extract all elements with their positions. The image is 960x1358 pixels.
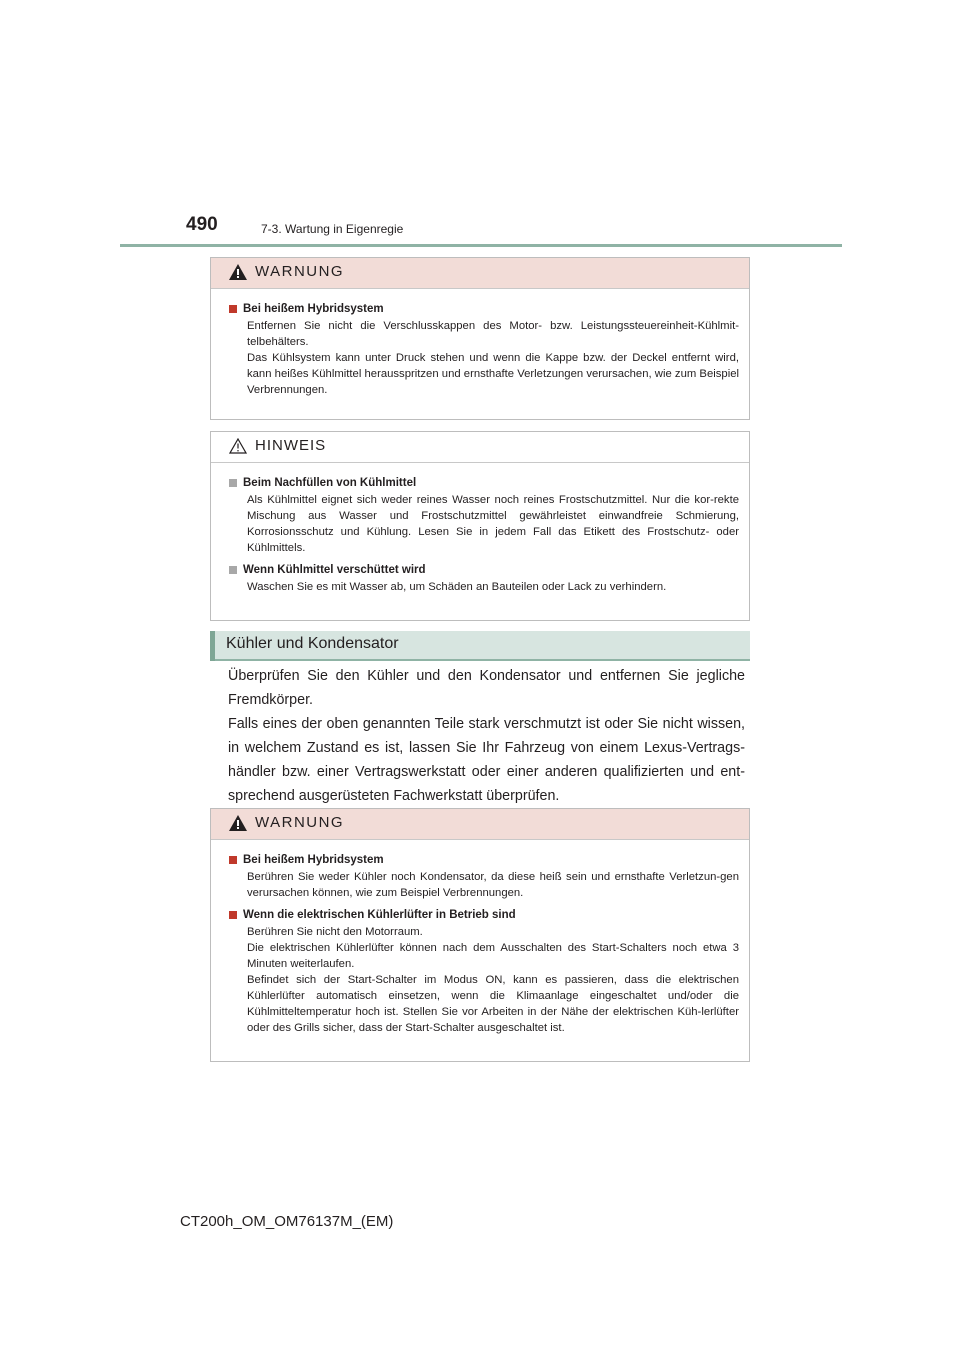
body-paragraph: Falls eines der oben genannten Teile stark verschmutzt ist oder Sie nicht wissen, in welchem Zustand es ist, lassen Sie Ihr Fahrzeug von einem Lexus-Vertrags-händler bzw. einer Vertragswerkstatt oder einer anderen qualifizierten und ent-sprechend ausgerüsteten Fachwerkstatt überprüfen. (228, 716, 745, 804)
section-body (228, 664, 745, 808)
square-bullet-icon (229, 305, 237, 313)
header-rule (120, 244, 842, 247)
warning-item-text: Entfernen Sie nicht die Verschlusskappen des Motor- bzw. Leistungssteuereinheit-Kühlmit-telbehälters. Das Kühlsystem kann unter Druck stehen und wenn die Kappe bzw. der Deckel entfernt wird, kann heißes Kühlmittel herausspritzen und ernsthafte Verletzungen verursachen, wie zum Beispiel Verbrennungen. (247, 320, 739, 396)
warning-item-title: Wenn die elektrischen Kühlerlüfter in Betrieb sind (243, 909, 516, 921)
warning-box-hot-system (210, 257, 750, 420)
body-paragraph: Überprüfen Sie den Kühler und den Kondensator und entfernen Sie jegliche Fremdkörper. (228, 668, 745, 708)
notice-item-title: Wenn Kühlmittel verschüttet wird (243, 564, 426, 576)
section-label: 7-3. Wartung in Eigenregie (261, 222, 404, 236)
notice-title: HINWEIS (255, 437, 327, 454)
footer-code: CT200h_OM_OM76137M_(EM) (180, 1213, 394, 1230)
warning-item (229, 854, 739, 901)
notice-item-title: Beim Nachfüllen von Kühlmittel (243, 477, 417, 489)
section-heading-bar (210, 631, 215, 661)
warning-triangle-icon (229, 815, 247, 831)
notice-item-text: Waschen Sie es mit Wasser ab, um Schäden an Bauteilen oder Lack zu verhindern. (247, 581, 667, 593)
square-bullet-icon (229, 911, 237, 919)
warning-item-title: Bei heißem Hybridsystem (243, 854, 384, 866)
warning-title: WARNUNG (255, 814, 345, 831)
warning-item-title: Bei heißem Hybridsystem (243, 303, 384, 315)
section-heading (210, 631, 750, 661)
warning-title: WARNUNG (255, 263, 345, 280)
caution-triangle-icon (229, 438, 247, 454)
warning-item (229, 909, 739, 1036)
page-number: 490 (186, 214, 218, 235)
warning-box-radiator (210, 808, 750, 1062)
notice-item (229, 477, 739, 556)
notice-box-coolant (210, 431, 750, 621)
warning-triangle-icon (229, 264, 247, 280)
section-heading-text: Kühler und Kondensator (226, 635, 399, 652)
warning-item-text: Berühren Sie nicht den Motorraum. Die elektrischen Kühlerlüfter können nach dem Ausschalten des Start-Schalters noch etwa 3 Minuten weiterlaufen. Befindet sich der Start-Schalter im Modus ON, kann es passieren, dass die elektrischen Kühlerlüfter automatisch einsetzen, wenn die Klimaanlage eingeschaltet und/oder die Kühlmitteltemperatur hoch ist. Stellen Sie vor Arbeiten in der Nähe der elektrischen Küh-lerlüfter oder des Grills sicher, dass der Start-Schalter ausgeschaltet ist. (247, 926, 739, 1034)
warning-item-text: Berühren Sie weder Kühler noch Kondensator, da diese heiß sein und ernsthafte Verletzun-gen verursachen können, wie zum Beispiel Verbrennungen. (247, 871, 739, 899)
square-bullet-icon (229, 566, 237, 574)
notice-header (211, 432, 749, 463)
warning-item (229, 303, 739, 398)
square-bullet-icon (229, 479, 237, 487)
warning-header (211, 258, 749, 289)
notice-item (229, 564, 739, 595)
square-bullet-icon (229, 856, 237, 864)
notice-item-text: Als Kühlmittel eignet sich weder reines Wasser noch reines Frostschutzmittel. Nur die kor-rekte Mischung aus Wasser und Frostschutzmittel gewährleistet einwandfreie Schmierung, Korrosionsschutz und Kühlung. Lesen Sie in jedem Fall das Etikett des Frostschutz- oder Kühlmittels. (247, 494, 739, 554)
warning-header (211, 809, 749, 840)
